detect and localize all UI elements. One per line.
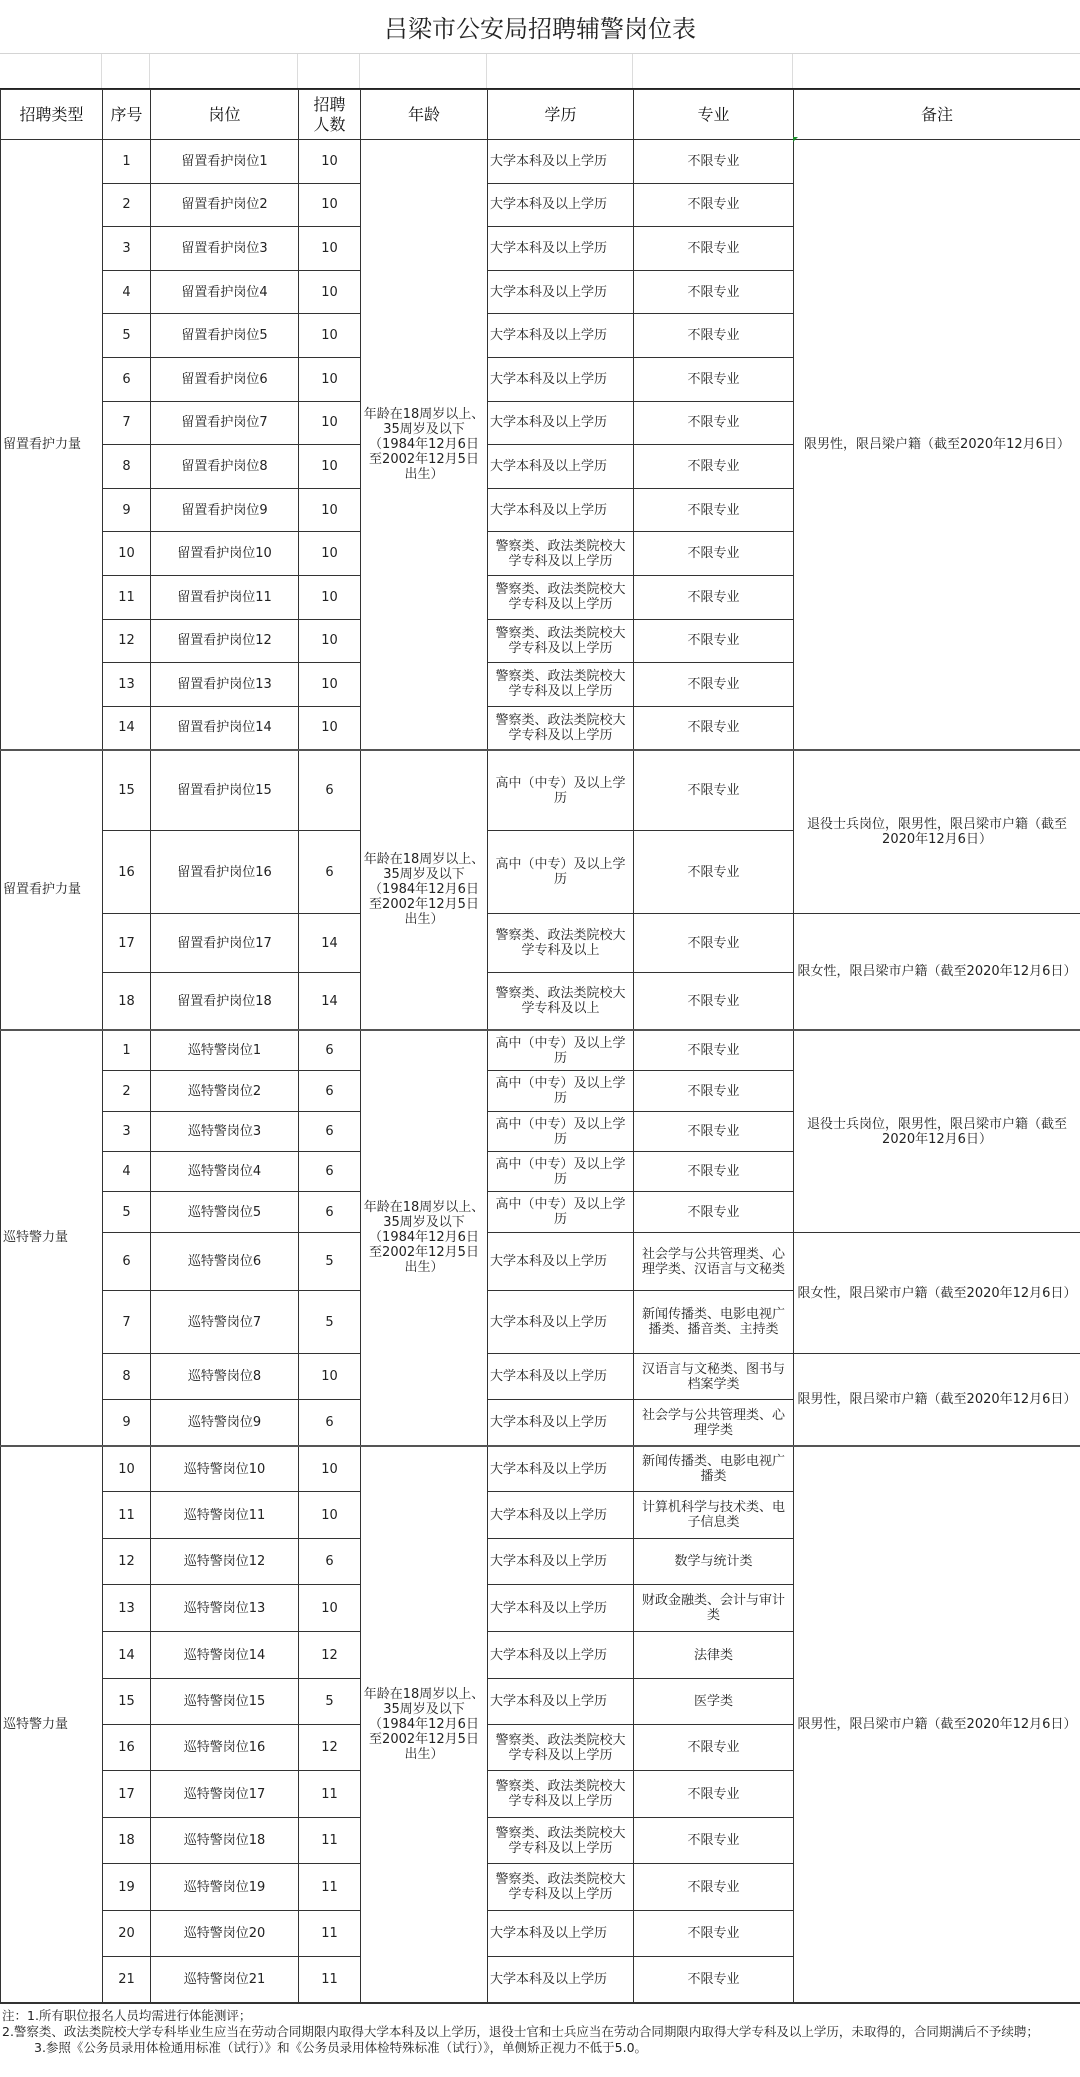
post-cell[interactable]: 巡特警岗位11 bbox=[151, 1492, 299, 1539]
remark-cell[interactable]: 限女性，限吕梁市户籍（截至2020年12月6日） bbox=[794, 914, 1080, 1030]
education-cell[interactable]: 高中（中专）及以上学历 bbox=[488, 1030, 634, 1071]
major-cell[interactable]: 法律类 bbox=[634, 1632, 794, 1679]
post-cell[interactable]: 留置看护岗位13 bbox=[151, 663, 299, 707]
post-cell[interactable]: 留置看护岗位12 bbox=[151, 619, 299, 663]
education-cell[interactable]: 高中（中专）及以上学历 bbox=[488, 1152, 634, 1192]
post-cell[interactable]: 留置看护岗位16 bbox=[151, 831, 299, 914]
row-number-cell[interactable]: 9 bbox=[103, 1400, 151, 1446]
count-cell[interactable]: 6 bbox=[299, 750, 361, 831]
age-cell[interactable]: 年龄在18周岁以上、35周岁及以下（1984年12月6日至2002年12月5日出生） bbox=[361, 1446, 488, 2003]
major-cell[interactable]: 不限专业 bbox=[634, 1864, 794, 1911]
post-cell[interactable]: 巡特警岗位3 bbox=[151, 1112, 299, 1152]
education-cell[interactable]: 大学本科及以上学历 bbox=[488, 183, 634, 227]
education-cell[interactable]: 大学本科及以上学历 bbox=[488, 357, 634, 401]
blank-cell[interactable] bbox=[150, 54, 298, 88]
education-cell[interactable]: 警察类、政法类院校大学专科及以上学历 bbox=[488, 532, 634, 576]
post-cell[interactable]: 巡特警岗位16 bbox=[151, 1725, 299, 1771]
education-cell[interactable]: 大学本科及以上学历 bbox=[488, 1585, 634, 1632]
table-row bbox=[1, 914, 1080, 973]
age-cell[interactable]: 年龄在18周岁以上、35周岁及以下（1984年12月6日至2002年12月5日出生） bbox=[361, 750, 488, 1030]
header-education: 学历 bbox=[488, 90, 634, 140]
row-number-cell[interactable]: 1 bbox=[103, 1030, 151, 1071]
row-number-cell[interactable]: 6 bbox=[103, 1233, 151, 1291]
header-age: 年龄 bbox=[361, 90, 488, 140]
major-cell[interactable]: 不限专业 bbox=[634, 1192, 794, 1233]
major-cell[interactable]: 不限专业 bbox=[634, 1818, 794, 1864]
post-cell[interactable]: 留置看护岗位5 bbox=[151, 314, 299, 358]
positions-table bbox=[0, 89, 1080, 2003]
major-cell[interactable]: 不限专业 bbox=[634, 914, 794, 973]
row-number-cell[interactable]: 5 bbox=[103, 1192, 151, 1233]
education-cell[interactable]: 大学本科及以上学历 bbox=[488, 1400, 634, 1446]
row-number-cell[interactable]: 3 bbox=[103, 1112, 151, 1152]
count-cell[interactable]: 5 bbox=[299, 1291, 361, 1354]
major-cell[interactable]: 不限专业 bbox=[634, 1112, 794, 1152]
major-cell[interactable]: 不限专业 bbox=[634, 488, 794, 532]
post-cell[interactable]: 巡特警岗位20 bbox=[151, 1911, 299, 1957]
education-cell[interactable]: 大学本科及以上学历 bbox=[488, 1492, 634, 1539]
recruit-type-cell[interactable]: 留置看护力量 bbox=[1, 140, 103, 750]
education-cell[interactable]: 大学本科及以上学历 bbox=[488, 1539, 634, 1585]
post-cell[interactable]: 留置看护岗位17 bbox=[151, 914, 299, 973]
count-cell[interactable]: 6 bbox=[299, 1400, 361, 1446]
education-cell[interactable]: 大学本科及以上学历 bbox=[488, 1632, 634, 1679]
major-cell[interactable]: 不限专业 bbox=[634, 663, 794, 707]
row-number-cell[interactable]: 18 bbox=[103, 1818, 151, 1864]
education-cell[interactable]: 高中（中专）及以上学历 bbox=[488, 750, 634, 831]
major-cell[interactable]: 不限专业 bbox=[634, 575, 794, 619]
post-cell[interactable]: 留置看护岗位1 bbox=[151, 140, 299, 184]
major-cell[interactable]: 不限专业 bbox=[634, 1771, 794, 1818]
major-cell[interactable]: 不限专业 bbox=[634, 140, 794, 184]
recruit-type-cell[interactable]: 留置看护力量 bbox=[1, 750, 103, 1030]
post-cell[interactable]: 留置看护岗位7 bbox=[151, 401, 299, 445]
education-cell[interactable]: 大学本科及以上学历 bbox=[488, 227, 634, 271]
header-type: 招聘类型 bbox=[1, 90, 103, 140]
row-number-cell[interactable]: 5 bbox=[103, 314, 151, 358]
education-cell[interactable]: 大学本科及以上学历 bbox=[488, 1291, 634, 1354]
row-number-cell[interactable]: 12 bbox=[103, 1539, 151, 1585]
post-cell[interactable]: 巡特警岗位4 bbox=[151, 1152, 299, 1192]
row-number-cell[interactable]: 11 bbox=[103, 1492, 151, 1539]
count-cell[interactable]: 10 bbox=[299, 314, 361, 358]
row-number-cell[interactable]: 10 bbox=[103, 1446, 151, 1492]
row-number-cell[interactable]: 12 bbox=[103, 619, 151, 663]
major-cell[interactable]: 不限专业 bbox=[634, 532, 794, 576]
count-cell[interactable]: 10 bbox=[299, 532, 361, 576]
major-cell[interactable]: 不限专业 bbox=[634, 619, 794, 663]
education-cell[interactable]: 大学本科及以上学历 bbox=[488, 314, 634, 358]
major-cell[interactable]: 不限专业 bbox=[634, 831, 794, 914]
post-cell[interactable]: 留置看护岗位15 bbox=[151, 750, 299, 831]
post-cell[interactable]: 巡特警岗位13 bbox=[151, 1585, 299, 1632]
row-number-cell[interactable]: 4 bbox=[103, 270, 151, 314]
row-number-cell[interactable]: 4 bbox=[103, 1152, 151, 1192]
major-cell[interactable]: 汉语言与文秘类、图书与档案学类 bbox=[634, 1354, 794, 1400]
blank-row bbox=[0, 54, 1080, 89]
post-cell[interactable]: 巡特警岗位10 bbox=[151, 1446, 299, 1492]
major-cell[interactable]: 数学与统计类 bbox=[634, 1539, 794, 1585]
major-cell[interactable]: 新闻传播类、电影电视广播类 bbox=[634, 1446, 794, 1492]
count-cell[interactable]: 10 bbox=[299, 706, 361, 750]
note-2: 2.警察类、政法类院校大学专科毕业生应当在劳动合同期限内取得大学本科及以上学历，退役士官和士兵应当在劳动合同期限内取得大学专科及以上学历，未取得的，合同期满后不予续聘； bbox=[2, 2024, 1039, 2040]
blank-cell[interactable] bbox=[360, 54, 487, 88]
header-major: 专业 bbox=[634, 90, 794, 140]
education-cell[interactable]: 大学本科及以上学历 bbox=[488, 445, 634, 489]
count-cell[interactable]: 11 bbox=[299, 1911, 361, 1957]
row-number-cell[interactable]: 1 bbox=[103, 140, 151, 184]
education-cell[interactable]: 警察类、政法类院校大学专科及以上学历 bbox=[488, 619, 634, 663]
row-number-cell[interactable]: 7 bbox=[103, 401, 151, 445]
post-cell[interactable]: 巡特警岗位12 bbox=[151, 1539, 299, 1585]
education-cell[interactable]: 大学本科及以上学历 bbox=[488, 401, 634, 445]
table-row bbox=[1, 750, 1080, 831]
post-cell[interactable]: 巡特警岗位9 bbox=[151, 1400, 299, 1446]
post-cell[interactable]: 留置看护岗位2 bbox=[151, 183, 299, 227]
education-cell[interactable]: 警察类、政法类院校大学专科及以上学历 bbox=[488, 1771, 634, 1818]
cell-comment-indicator-icon bbox=[793, 137, 798, 142]
post-cell[interactable]: 留置看护岗位8 bbox=[151, 445, 299, 489]
count-cell[interactable]: 12 bbox=[299, 1725, 361, 1771]
post-cell[interactable]: 留置看护岗位6 bbox=[151, 357, 299, 401]
count-cell[interactable]: 14 bbox=[299, 914, 361, 973]
post-cell[interactable]: 巡特警岗位21 bbox=[151, 1957, 299, 2003]
major-cell[interactable]: 不限专业 bbox=[634, 1911, 794, 1957]
count-cell[interactable]: 10 bbox=[299, 227, 361, 271]
row-number-cell[interactable]: 14 bbox=[103, 1632, 151, 1679]
count-cell[interactable]: 10 bbox=[299, 183, 361, 227]
count-cell[interactable]: 11 bbox=[299, 1818, 361, 1864]
blank-cell[interactable] bbox=[793, 54, 1080, 88]
row-number-cell[interactable]: 14 bbox=[103, 706, 151, 750]
blank-cell[interactable] bbox=[298, 54, 360, 88]
header-post: 岗位 bbox=[151, 90, 299, 140]
count-cell[interactable]: 10 bbox=[299, 1354, 361, 1400]
table-row bbox=[1, 1233, 1080, 1291]
major-cell[interactable]: 不限专业 bbox=[634, 1957, 794, 2003]
count-cell[interactable]: 6 bbox=[299, 831, 361, 914]
post-cell[interactable]: 巡特警岗位19 bbox=[151, 1864, 299, 1911]
count-cell[interactable]: 10 bbox=[299, 1446, 361, 1492]
count-cell[interactable]: 10 bbox=[299, 270, 361, 314]
row-number-cell[interactable]: 17 bbox=[103, 1771, 151, 1818]
count-cell[interactable]: 6 bbox=[299, 1152, 361, 1192]
age-cell[interactable]: 年龄在18周岁以上、35周岁及以下（1984年12月6日至2002年12月5日出生） bbox=[361, 1030, 488, 1446]
count-cell[interactable]: 10 bbox=[299, 357, 361, 401]
row-number-cell[interactable]: 19 bbox=[103, 1864, 151, 1911]
count-cell[interactable]: 10 bbox=[299, 445, 361, 489]
blank-cell[interactable] bbox=[0, 54, 102, 88]
major-cell[interactable]: 不限专业 bbox=[634, 357, 794, 401]
education-cell[interactable]: 警察类、政法类院校大学专科及以上 bbox=[488, 973, 634, 1030]
blank-cell[interactable] bbox=[102, 54, 150, 88]
post-cell[interactable]: 留置看护岗位18 bbox=[151, 973, 299, 1030]
major-cell[interactable]: 不限专业 bbox=[634, 750, 794, 831]
education-cell[interactable]: 大学本科及以上学历 bbox=[488, 1679, 634, 1725]
major-cell[interactable]: 不限专业 bbox=[634, 1725, 794, 1771]
count-cell[interactable]: 14 bbox=[299, 973, 361, 1030]
row-number-cell[interactable]: 15 bbox=[103, 750, 151, 831]
count-cell[interactable]: 6 bbox=[299, 1112, 361, 1152]
table-row bbox=[1, 1030, 1080, 1071]
major-cell[interactable]: 不限专业 bbox=[634, 227, 794, 271]
count-cell[interactable]: 10 bbox=[299, 663, 361, 707]
header-count: 招聘人数 bbox=[299, 90, 361, 140]
education-cell[interactable]: 大学本科及以上学历 bbox=[488, 1957, 634, 2003]
table-body bbox=[1, 140, 1080, 2003]
post-cell[interactable]: 留置看护岗位4 bbox=[151, 270, 299, 314]
major-cell[interactable]: 不限专业 bbox=[634, 314, 794, 358]
row-number-cell[interactable]: 18 bbox=[103, 973, 151, 1030]
post-cell[interactable]: 留置看护岗位14 bbox=[151, 706, 299, 750]
blank-cell[interactable] bbox=[487, 54, 633, 88]
major-cell[interactable]: 不限专业 bbox=[634, 1071, 794, 1112]
post-cell[interactable]: 巡特警岗位18 bbox=[151, 1818, 299, 1864]
row-number-cell[interactable]: 15 bbox=[103, 1679, 151, 1725]
count-cell[interactable]: 10 bbox=[299, 575, 361, 619]
major-cell[interactable]: 不限专业 bbox=[634, 706, 794, 750]
post-cell[interactable]: 留置看护岗位11 bbox=[151, 575, 299, 619]
row-number-cell[interactable]: 2 bbox=[103, 183, 151, 227]
major-cell[interactable]: 不限专业 bbox=[634, 1030, 794, 1071]
count-cell[interactable]: 10 bbox=[299, 1492, 361, 1539]
table-row bbox=[1, 140, 1080, 184]
major-cell[interactable]: 不限专业 bbox=[634, 973, 794, 1030]
row-number-cell[interactable]: 16 bbox=[103, 831, 151, 914]
post-cell[interactable]: 留置看护岗位9 bbox=[151, 488, 299, 532]
major-cell[interactable]: 不限专业 bbox=[634, 401, 794, 445]
remark-cell[interactable]: 退役士兵岗位，限男性，限吕梁市户籍（截至2020年12月6日） bbox=[794, 1030, 1080, 1233]
recruit-type-cell[interactable]: 巡特警力量 bbox=[1, 1446, 103, 2003]
major-cell[interactable]: 不限专业 bbox=[634, 183, 794, 227]
post-cell[interactable]: 巡特警岗位5 bbox=[151, 1192, 299, 1233]
row-number-cell[interactable]: 20 bbox=[103, 1911, 151, 1957]
row-number-cell[interactable]: 7 bbox=[103, 1291, 151, 1354]
major-cell[interactable]: 社会学与公共管理类、心理学类、汉语言与文秘类 bbox=[634, 1233, 794, 1291]
count-cell[interactable]: 5 bbox=[299, 1679, 361, 1725]
education-cell[interactable]: 高中（中专）及以上学历 bbox=[488, 1192, 634, 1233]
major-cell[interactable]: 社会学与公共管理类、心理学类 bbox=[634, 1400, 794, 1446]
count-cell[interactable]: 10 bbox=[299, 488, 361, 532]
count-cell[interactable]: 11 bbox=[299, 1864, 361, 1911]
education-cell[interactable]: 警察类、政法类院校大学专科及以上 bbox=[488, 914, 634, 973]
page-title: 吕梁市公安局招聘辅警岗位表 bbox=[0, 0, 1080, 54]
education-cell[interactable]: 大学本科及以上学历 bbox=[488, 1446, 634, 1492]
count-cell[interactable]: 10 bbox=[299, 619, 361, 663]
count-cell[interactable]: 6 bbox=[299, 1071, 361, 1112]
remark-cell[interactable]: 限男性，限吕梁市户籍（截至2020年12月6日） bbox=[794, 1446, 1080, 2003]
count-cell[interactable]: 10 bbox=[299, 1585, 361, 1632]
education-cell[interactable]: 大学本科及以上学历 bbox=[488, 270, 634, 314]
recruit-type-cell[interactable]: 巡特警力量 bbox=[1, 1030, 103, 1446]
row-number-cell[interactable]: 13 bbox=[103, 1585, 151, 1632]
education-cell[interactable]: 大学本科及以上学历 bbox=[488, 1233, 634, 1291]
row-number-cell[interactable]: 16 bbox=[103, 1725, 151, 1771]
education-cell[interactable]: 高中（中专）及以上学历 bbox=[488, 1112, 634, 1152]
education-cell[interactable]: 高中（中专）及以上学历 bbox=[488, 1071, 634, 1112]
note-3: 3.参照《公务员录用体检通用标准（试行）》和《公务员录用体检特殊标准（试行）》，单侧矫正视力不低于5.0。 bbox=[34, 2040, 648, 2056]
row-number-cell[interactable]: 6 bbox=[103, 357, 151, 401]
row-number-cell[interactable]: 8 bbox=[103, 1354, 151, 1400]
remark-cell[interactable]: 限女性，限吕梁市户籍（截至2020年12月6日） bbox=[794, 1233, 1080, 1354]
major-cell[interactable]: 不限专业 bbox=[634, 1152, 794, 1192]
education-cell[interactable]: 大学本科及以上学历 bbox=[488, 1354, 634, 1400]
header-remark: 备注 bbox=[794, 90, 1080, 140]
note-1: 注：1.所有职位报名人员均需进行体能测评； bbox=[2, 2008, 252, 2024]
post-cell[interactable]: 巡特警岗位8 bbox=[151, 1354, 299, 1400]
remark-cell[interactable]: 退役士兵岗位，限男性，限吕梁市户籍（截至2020年12月6日） bbox=[794, 750, 1080, 914]
row-number-cell[interactable]: 9 bbox=[103, 488, 151, 532]
row-number-cell[interactable]: 13 bbox=[103, 663, 151, 707]
remark-cell[interactable]: 限男性，限吕梁市户籍（截至2020年12月6日） bbox=[794, 1354, 1080, 1446]
post-cell[interactable]: 巡特警岗位1 bbox=[151, 1030, 299, 1071]
major-cell[interactable]: 医学类 bbox=[634, 1679, 794, 1725]
post-cell[interactable]: 巡特警岗位15 bbox=[151, 1679, 299, 1725]
major-cell[interactable]: 财政金融类、会计与审计类 bbox=[634, 1585, 794, 1632]
education-cell[interactable]: 警察类、政法类院校大学专科及以上学历 bbox=[488, 706, 634, 750]
post-cell[interactable]: 巡特警岗位17 bbox=[151, 1771, 299, 1818]
row-number-cell[interactable]: 21 bbox=[103, 1957, 151, 2003]
education-cell[interactable]: 警察类、政法类院校大学专科及以上学历 bbox=[488, 663, 634, 707]
count-cell[interactable]: 5 bbox=[299, 1233, 361, 1291]
education-cell[interactable]: 大学本科及以上学历 bbox=[488, 1911, 634, 1957]
age-cell[interactable]: 年龄在18周岁以上、35周岁及以下（1984年12月6日至2002年12月5日出生） bbox=[361, 140, 488, 750]
table-row bbox=[1, 1446, 1080, 1492]
row-number-cell[interactable]: 11 bbox=[103, 575, 151, 619]
count-cell[interactable]: 6 bbox=[299, 1192, 361, 1233]
education-cell[interactable]: 警察类、政法类院校大学专科及以上学历 bbox=[488, 1725, 634, 1771]
education-cell[interactable]: 大学本科及以上学历 bbox=[488, 488, 634, 532]
major-cell[interactable]: 不限专业 bbox=[634, 270, 794, 314]
education-cell[interactable]: 警察类、政法类院校大学专科及以上学历 bbox=[488, 1818, 634, 1864]
post-cell[interactable]: 巡特警岗位6 bbox=[151, 1233, 299, 1291]
row-number-cell[interactable]: 2 bbox=[103, 1071, 151, 1112]
education-cell[interactable]: 大学本科及以上学历 bbox=[488, 140, 634, 184]
count-cell[interactable]: 10 bbox=[299, 401, 361, 445]
education-cell[interactable]: 高中（中专）及以上学历 bbox=[488, 831, 634, 914]
notes bbox=[0, 2003, 1080, 2060]
major-cell[interactable]: 新闻传播类、电影电视广播类、播音类、主持类 bbox=[634, 1291, 794, 1354]
count-cell[interactable]: 11 bbox=[299, 1771, 361, 1818]
education-cell[interactable]: 警察类、政法类院校大学专科及以上学历 bbox=[488, 1864, 634, 1911]
row-number-cell[interactable]: 17 bbox=[103, 914, 151, 973]
row-number-cell[interactable]: 8 bbox=[103, 445, 151, 489]
blank-cell[interactable] bbox=[633, 54, 793, 88]
table-row bbox=[1, 1354, 1080, 1400]
remark-cell[interactable]: 限男性，限吕梁户籍（截至2020年12月6日） bbox=[794, 140, 1080, 750]
count-cell[interactable]: 6 bbox=[299, 1030, 361, 1071]
count-cell[interactable]: 12 bbox=[299, 1632, 361, 1679]
post-cell[interactable]: 留置看护岗位3 bbox=[151, 227, 299, 271]
education-cell[interactable]: 警察类、政法类院校大学专科及以上学历 bbox=[488, 575, 634, 619]
row-number-cell[interactable]: 10 bbox=[103, 532, 151, 576]
row-number-cell[interactable]: 3 bbox=[103, 227, 151, 271]
post-cell[interactable]: 留置看护岗位10 bbox=[151, 532, 299, 576]
count-cell[interactable]: 10 bbox=[299, 140, 361, 184]
major-cell[interactable]: 不限专业 bbox=[634, 445, 794, 489]
header-row bbox=[1, 90, 1080, 140]
major-cell[interactable]: 计算机科学与技术类、电子信息类 bbox=[634, 1492, 794, 1539]
post-cell[interactable]: 巡特警岗位14 bbox=[151, 1632, 299, 1679]
post-cell[interactable]: 巡特警岗位7 bbox=[151, 1291, 299, 1354]
post-cell[interactable]: 巡特警岗位2 bbox=[151, 1071, 299, 1112]
count-cell[interactable]: 6 bbox=[299, 1539, 361, 1585]
header-no: 序号 bbox=[103, 90, 151, 140]
count-cell[interactable]: 11 bbox=[299, 1957, 361, 2003]
